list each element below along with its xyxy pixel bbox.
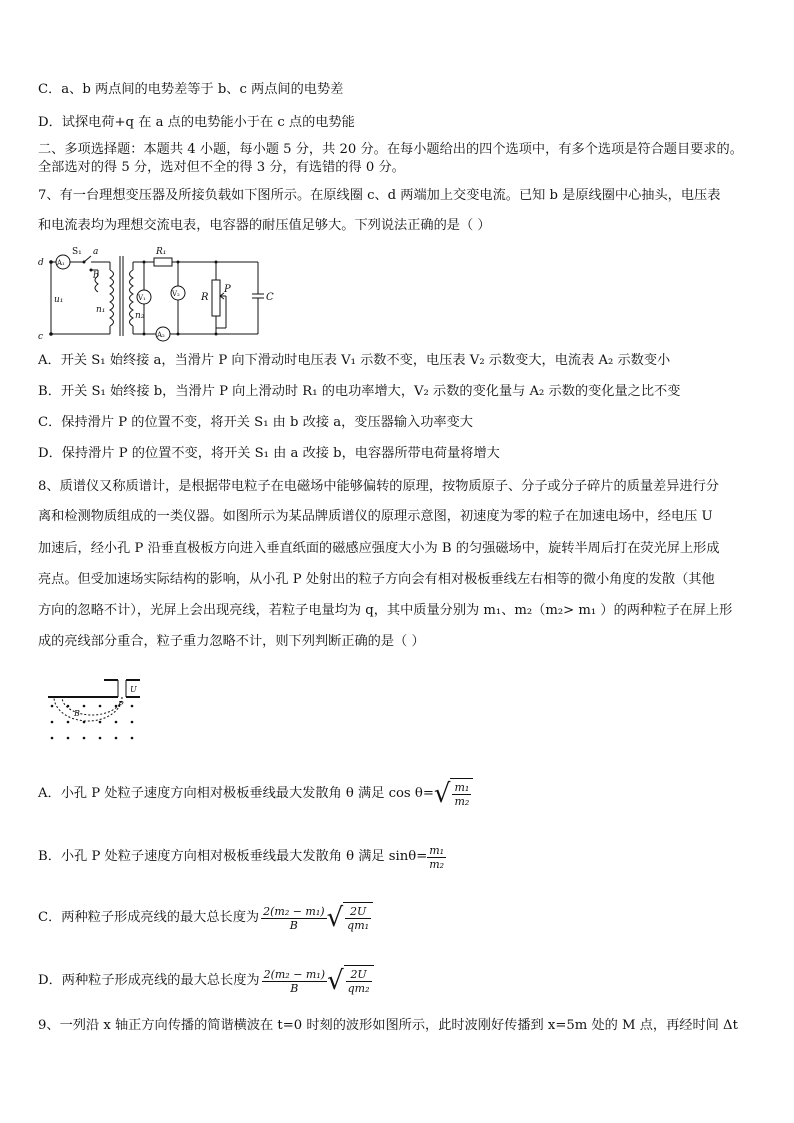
frac-num: 2(m₂ − m₁) — [263, 967, 326, 981]
q8-option-d — [38, 959, 374, 1003]
label-C: C — [266, 292, 274, 303]
label-P-hole: P — [118, 700, 124, 709]
q7-option-a: A．开关 S₁ 始终接 a，当滑片 P 向下滑动时电压表 V₁ 示数不变，电压表 V₂ 示数变大，电流表 A₂ 示数变小 — [38, 353, 671, 368]
q8-stem-line5: 方向的忽略不计），光屏上会出现亮线，若粒子电量均为 q，其中质量分别为 m₁、m₂（m₂> m₁ ）的两种粒子在屏上形 — [38, 603, 733, 618]
q8-option-d-text: D．两种粒子形成亮线的最大总长度为 — [38, 973, 260, 988]
q8-stem-line4: 亮点。但受加速场实际结构的影响，从小孔 P 处射出的粒子方向会有相对极板垂线左右相等的微小角度的发散（其他 — [38, 572, 715, 587]
label-B-field: B — [74, 709, 80, 718]
section2-header-line2: 全部选对的得 5 分，选对但不全的得 3 分，有选错的得 0 分。 — [38, 160, 405, 175]
q8-option-a-text: A．小孔 P 处粒子速度方向相对极板垂线最大发散角 θ 满足 cos θ= — [38, 786, 434, 801]
label-V2: V₂ — [172, 290, 180, 298]
label-R: R — [201, 292, 209, 303]
label-S1: S₁ — [72, 247, 82, 257]
q7-stem-line2: 和电流表均为理想交流电表，电容器的耐压值足够大。下列说法正确的是（ ） — [38, 218, 491, 233]
q8-option-b-text: B．小孔 P 处粒子速度方向相对极板垂线最大发散角 θ 满足 sinθ= — [38, 849, 428, 864]
label-a: a — [93, 247, 99, 257]
label-U: U — [130, 685, 137, 694]
q7-option-b: B．开关 S₁ 始终接 b，当滑片 P 向上滑动时 R₁ 的电功率增大，V₂ 示数的变化量与 A₂ 示数的变化量之比不变 — [38, 384, 681, 399]
q8-option-c-sqrt — [327, 902, 373, 934]
q8-option-b — [38, 839, 446, 875]
frac-num: m₁ — [429, 843, 445, 857]
label-n1: n₁ — [96, 305, 106, 315]
label-A1: A₁ — [57, 259, 65, 267]
q6-option-d: D．试探电荷+q 在 a 点的电势能小于在 c 点的电势能 — [38, 115, 355, 130]
q7-stem-line1: 7、有一台理想变压器及所接负载如下图所示。在原线圈 c、d 两端加上交变电流。已知 b 是原线圈中心抽头，电压表 — [38, 188, 721, 203]
q8-stem-line2: 离和检测物质组成的一类仪器。如图所示为某品牌质谱仪的原理示意图，初速度为零的粒子在加速电场中，经电压 U — [38, 509, 713, 524]
frac-den: B — [289, 918, 298, 932]
q8-option-c — [38, 896, 373, 940]
q7-option-d: D．保持滑片 P 的位置不变，将开关 S₁ 由 a 改接 b，电容器所带电荷量将增大 — [38, 446, 500, 461]
frac-den: B — [290, 981, 299, 995]
frac-num: 2U — [346, 968, 372, 982]
frac-num: 2(m₂ − m₁) — [263, 904, 325, 918]
section2-header-line1: 二、多项选择题：本题共 4 小题，每小题 5 分，共 20 分。在每小题给出的四个选项中，有多个选项是符合题目要求的。 — [38, 142, 743, 157]
label-b: b — [93, 271, 99, 281]
q8-option-b-formula — [427, 844, 446, 871]
frac-den: m₂ — [429, 857, 445, 871]
q9-stem-line1: 9、一列沿 x 轴正方向传播的简谐横波在 t=0 时刻的波形如图所示，此时波刚好传播到 x=5m 处的 M 点，再经时间 Δt — [38, 1018, 738, 1033]
q8-option-a-formula — [434, 778, 473, 810]
frac-num: 2U — [345, 905, 371, 919]
label-A2: A₂ — [157, 331, 165, 339]
frac-den: qm₁ — [347, 919, 370, 932]
frac-den: qm₂ — [347, 982, 370, 995]
label-R1: R₁ — [156, 247, 167, 257]
label-P: P — [224, 284, 231, 295]
transformer-circuit-diagram — [36, 242, 276, 342]
q7-option-c: C．保持滑片 P 的位置不变，将开关 S₁ 由 b 改接 a，变压器输入功率变大 — [38, 415, 473, 430]
q8-stem-line3: 加速后，经小孔 P 沿垂直极板方向进入垂直纸面的磁感应强度大小为 B 的匀强磁场中，旋转半周后打在荧光屏上形成 — [38, 541, 720, 556]
sqrt-sign: √ — [433, 779, 451, 809]
sqrt-sign: √ — [327, 966, 344, 996]
label-u1: u₁ — [54, 295, 64, 305]
label-d: d — [38, 258, 44, 268]
label-n2: n₂ — [135, 311, 145, 321]
q8-stem-line6: 成的亮线部分重合，粒子重力忽略不计，则下列判断正确的是（ ） — [38, 634, 425, 649]
q8-option-d-sqrt — [327, 965, 373, 997]
q8-stem-line1: 8、质谱仪又称质谱计，是根据带电粒子在电磁场中能够偏转的原理，按物质原子、分子或分子碎片的质量差异进行分 — [38, 479, 719, 494]
mass-spectrometer-diagram — [44, 678, 154, 748]
q6-option-c: C．a、b 两点间的电势差等于 b、c 两点间的电势差 — [38, 82, 344, 97]
q8-option-c-text: C．两种粒子形成亮线的最大总长度为 — [38, 910, 260, 925]
q8-option-a — [38, 772, 473, 816]
frac-den: m₂ — [454, 795, 470, 808]
label-c: c — [38, 332, 44, 342]
sqrt-sign: √ — [326, 903, 344, 933]
frac-num: m₁ — [454, 781, 470, 794]
label-V1: V₁ — [138, 294, 146, 302]
